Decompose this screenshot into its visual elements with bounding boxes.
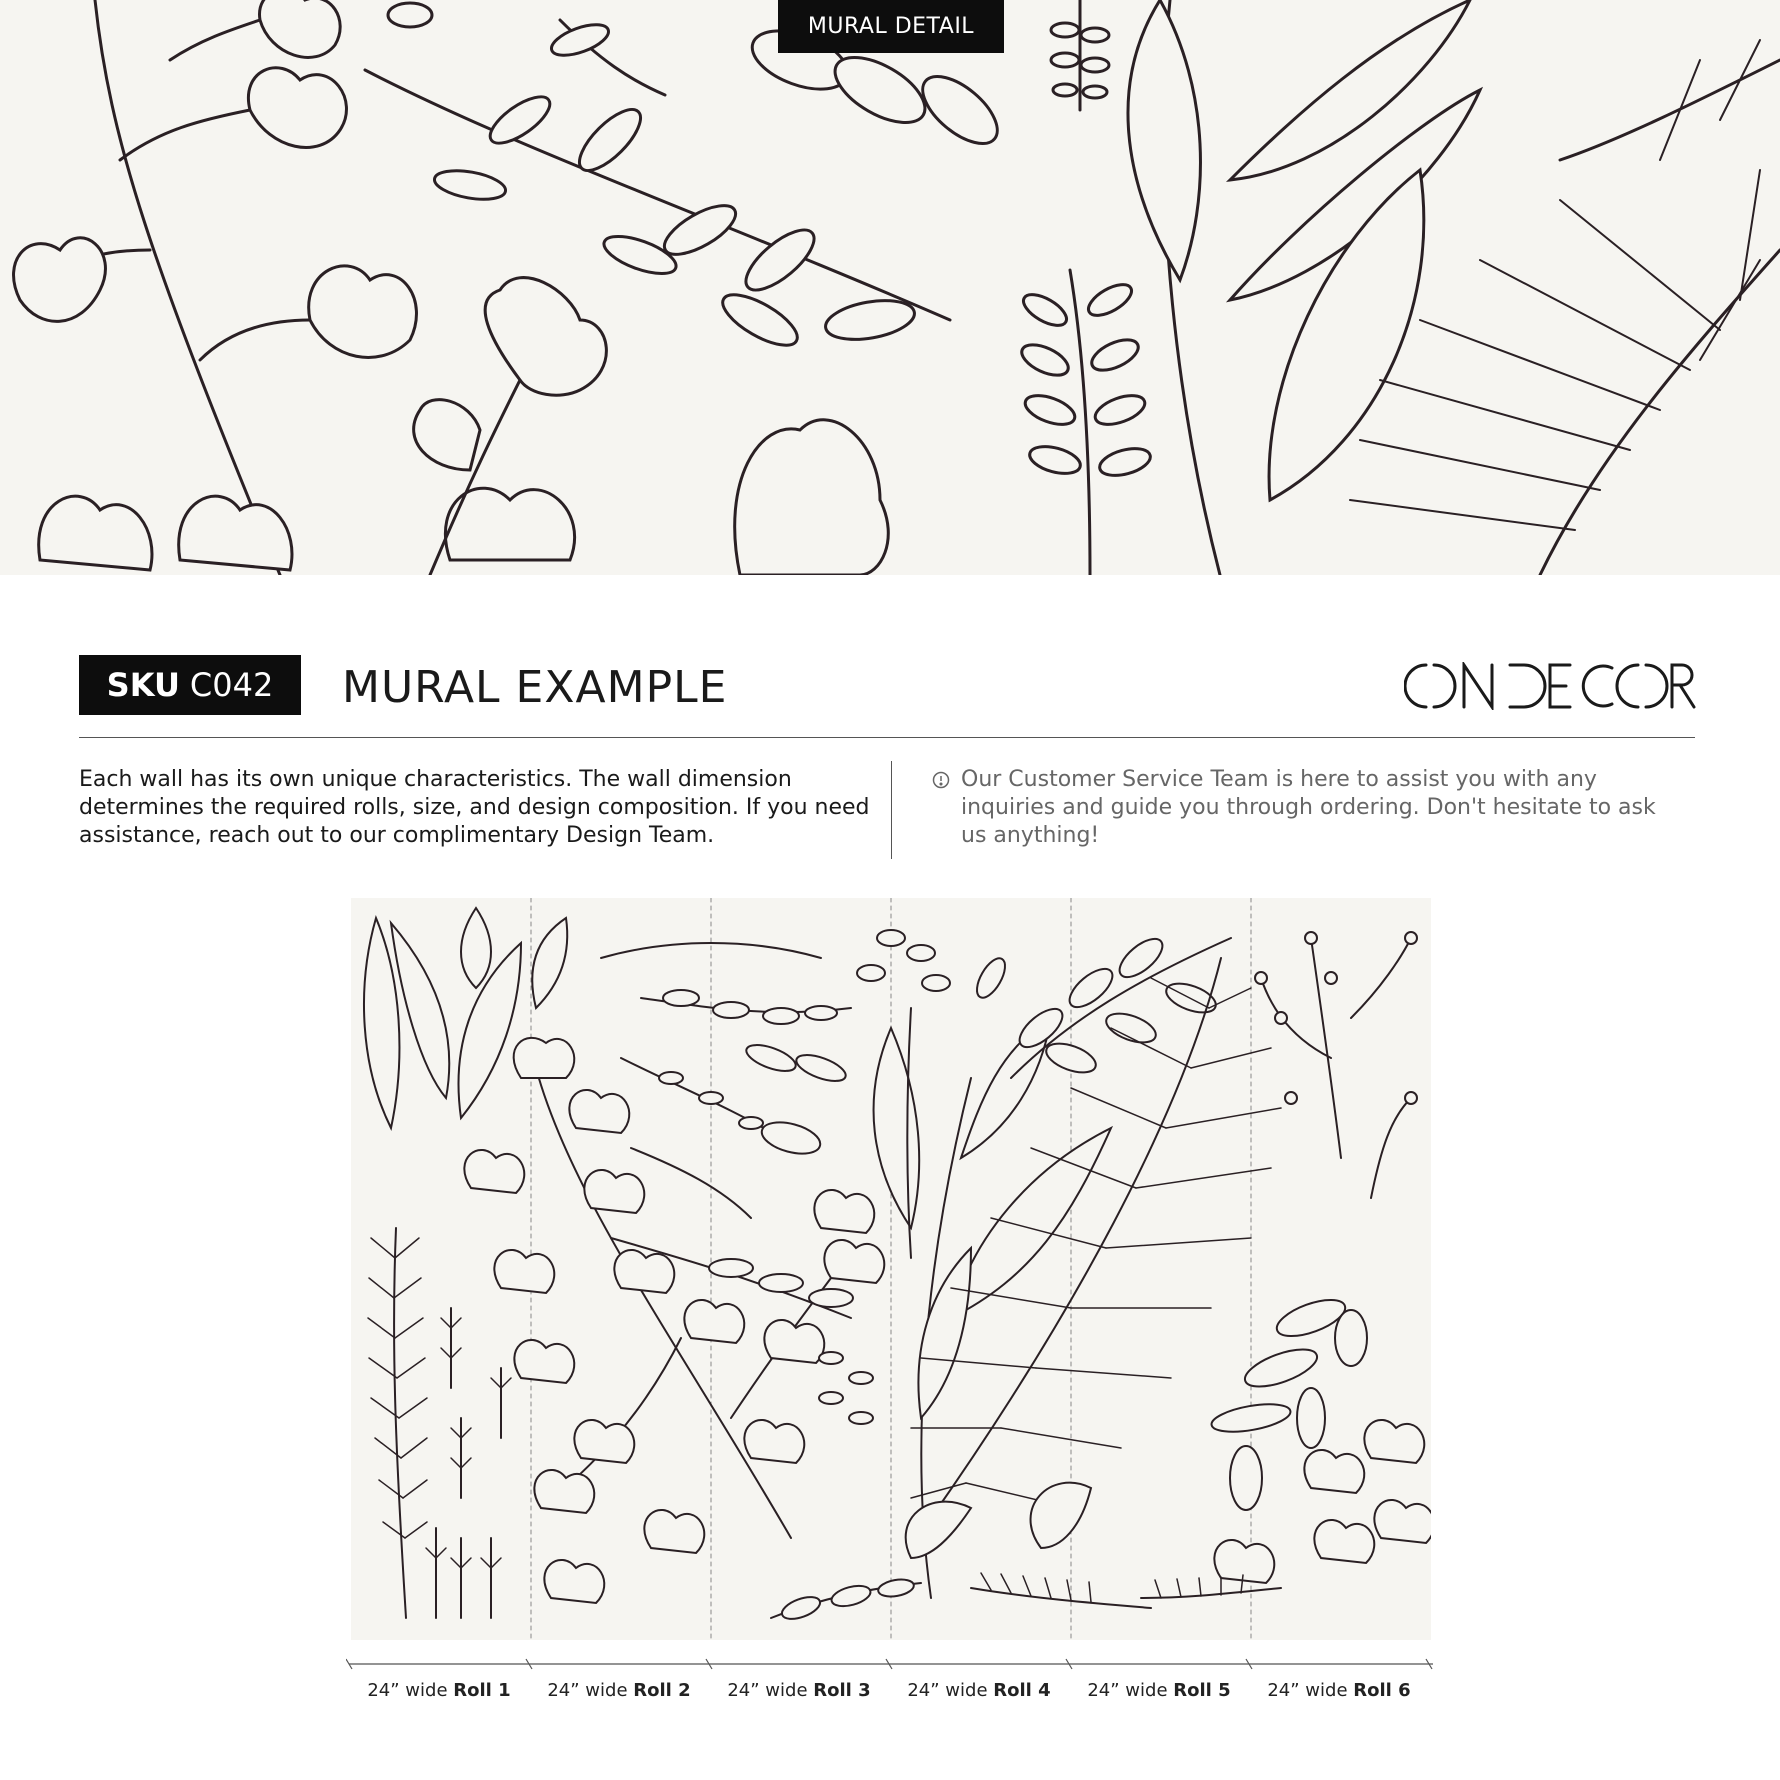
- page-title: MURAL EXAMPLE: [342, 662, 728, 713]
- roll-label: 24” wide Roll 4: [907, 1680, 1051, 1701]
- column-divider: [891, 761, 892, 859]
- customer-service-note: Our Customer Service Team is here to assist you with any inquiries and guide you through ordering. Don't hesitate to ask us anything!: [961, 767, 1656, 848]
- wall-description: Each wall has its own unique characteristics. The wall dimension determines the required rolls, size, and design composition. If you need assistance, reach out to our complimentary Design Team.: [79, 767, 870, 848]
- mural-example-image: [351, 898, 1431, 1640]
- brand-logo: [1404, 662, 1696, 710]
- mural-detail-image: [0, 0, 1780, 575]
- sku-code: C042: [189, 666, 274, 704]
- roll-label: 24” wide Roll 5: [1087, 1680, 1231, 1701]
- roll-label: 24” wide Roll 6: [1267, 1680, 1411, 1701]
- sku-prefix: SKU: [106, 666, 180, 704]
- info-icon: [932, 771, 950, 789]
- roll-label: 24” wide Roll 2: [547, 1680, 691, 1701]
- roll-width-measure: [346, 1656, 1436, 1672]
- roll-labels: [346, 1680, 1436, 1710]
- sku-badge: [79, 655, 301, 715]
- header-divider: [79, 737, 1695, 738]
- mural-detail-badge: MURAL DETAIL: [778, 0, 1004, 53]
- roll-label: 24” wide Roll 3: [727, 1680, 871, 1701]
- roll-label: 24” wide Roll 1: [367, 1680, 511, 1701]
